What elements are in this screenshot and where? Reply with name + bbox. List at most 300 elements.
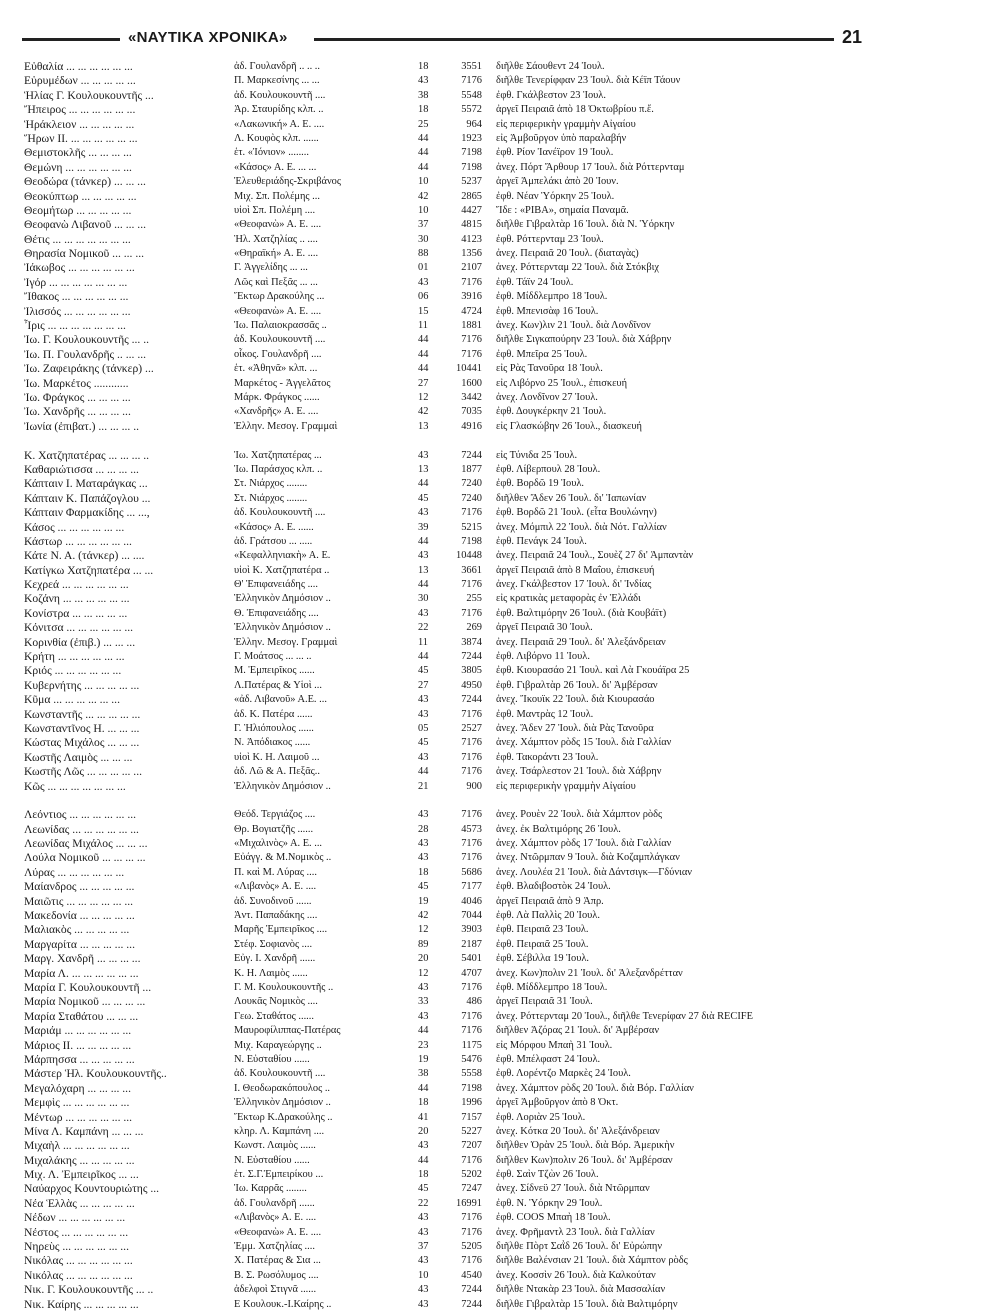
- ship-position: διῆλθε Γιβραλτὰρ 15 Ἰουλ. διὰ Βαλτιμόρην: [496, 1298, 678, 1310]
- ship-owner: «Θηραϊκή» Α. Ε. ....: [234, 248, 319, 260]
- ship-position: ἀνεχ. Γκάλβεστον 17 Ἰουλ. δι' Ἰνδίας: [496, 579, 652, 591]
- ship-tonnage: 7176: [461, 982, 482, 993]
- ship-owner: Ἰω. Παράσχος κλπ. ..: [234, 463, 323, 475]
- ship-code: 12: [418, 967, 429, 979]
- ship-position: ἐφθ. Λίβερπουλ 28 Ἰουλ.: [496, 463, 601, 475]
- ship-owner: Ἑλληνικὸν Δημόσιον ..: [234, 593, 331, 605]
- ship-position: εἰς περιφερικὴν γραμμὴν Αἰγαίου: [496, 780, 636, 792]
- ship-position: ἐφθ. Λὰ Παλλὶς 20 Ἰουλ.: [496, 910, 600, 922]
- ship-position: διῆλθεν Ἀζόρας 21 Ἰουλ. δι' Ἀμβέρσαν: [496, 1025, 660, 1037]
- ship-name: Μαργ. Χανδρῆ ... ... ... ...: [24, 952, 141, 966]
- ship-owner: Ἑλληνικὸν Δημόσιον ..: [234, 1097, 331, 1109]
- ship-owner: Μιχ. Καραγεώργης ..: [234, 1039, 322, 1051]
- table-row: [22, 74, 972, 88]
- ship-owner: Χ. Πατέρας & Σια ...: [234, 1255, 321, 1267]
- ship-tonnage: 7198: [461, 535, 482, 547]
- table-row: [22, 1096, 972, 1110]
- ship-code: 06: [418, 291, 429, 303]
- ship-tonnage: 7176: [461, 334, 482, 346]
- ship-position: ἐφθ. Κιουρασάο 21 Ἰουλ. καὶ Λὰ Γκουάϊρα 25: [496, 665, 690, 677]
- journal-title: «ΝΑΥΤΙΚΑ ΧΡΟΝΙΚΑ»: [128, 29, 288, 46]
- ship-code: 43: [418, 708, 429, 720]
- table-row: [22, 780, 972, 794]
- ship-owner: «Μιχαλινὸς» Α. Ε. ...: [234, 838, 323, 850]
- ship-tonnage: 7207: [461, 1140, 482, 1152]
- ship-code: 20: [418, 1125, 429, 1137]
- table-row: [22, 118, 972, 132]
- ship-owner: κληρ. Λ. Καμπάνη ....: [234, 1125, 325, 1137]
- ship-tonnage: 7035: [461, 406, 482, 418]
- table-row: [22, 333, 972, 347]
- ship-name: Ἰω. Χανδρῆς ... ... ... ...: [24, 405, 131, 419]
- table-row: [22, 909, 972, 923]
- ship-name: Νέα Ἑλλὰς ... ... ... ... ...: [24, 1196, 135, 1210]
- ship-owner: Κ. Η. Λαιμὸς ......: [234, 967, 308, 979]
- ship-owner: Στ. Νιάρχος ........: [234, 492, 308, 504]
- ship-tonnage: 7176: [461, 852, 482, 864]
- ship-tonnage: 7244: [461, 449, 482, 461]
- ship-tonnage: 7176: [461, 1226, 482, 1238]
- table-row: [22, 1226, 972, 1240]
- table-row: [22, 506, 972, 520]
- ship-code: 88: [418, 248, 429, 260]
- ship-position: ἀνεχ. Χάμπτον ρὸδς 20 Ἰουλ. διὰ Βόρ. Γαλλίαν: [496, 1082, 694, 1094]
- ship-name: Μιχαλάκης ... ... ... ... ...: [24, 1153, 135, 1167]
- ship-name: Κωστῆς Λαιμὸς ... ... ...: [24, 750, 133, 764]
- ship-tonnage: 7176: [461, 751, 482, 763]
- table-row: [22, 405, 972, 419]
- table-row: [22, 261, 972, 275]
- ship-code: 89: [418, 938, 429, 950]
- ship-code: 30: [418, 593, 429, 605]
- ship-position: ἀνεχ. Τσάρλεστον 21 Ἰουλ. διὰ Χάβρην: [496, 766, 662, 778]
- ship-name: Λούλα Νομικοῦ ... ... ... ...: [24, 851, 146, 865]
- ship-code: 10: [418, 204, 429, 216]
- table-row: [22, 190, 972, 204]
- ship-code: 43: [418, 449, 429, 461]
- ship-tonnage: 7177: [461, 881, 482, 893]
- ship-name: Ἰλισσός ... ... ... ... ... ...: [24, 304, 131, 318]
- ship-tonnage: 4123: [461, 233, 482, 245]
- table-row: [22, 1111, 972, 1125]
- ship-position: ἐφθ. Βλαδιβοστὸκ 24 Ἰουλ.: [496, 881, 611, 893]
- ship-owner: «Λιβανὸς» Α. Ε. ....: [234, 1212, 317, 1224]
- ship-owner: Ἑλλην. Μεσογ. Γραμμαὶ: [234, 420, 338, 432]
- ship-name: Μαιῶτις ... ... ... ... ... ...: [24, 894, 134, 908]
- ship-code: 45: [418, 1183, 429, 1195]
- ship-code: 22: [418, 622, 429, 634]
- ship-name: Κάπταιν Κ. Παπάζογλου ...: [24, 491, 151, 505]
- ship-code: 19: [418, 895, 429, 907]
- ship-name: Ναύαρχος Κουντουριώτης ...: [24, 1182, 160, 1196]
- ship-tonnage: 7157: [461, 1111, 482, 1123]
- ship-position: ἀνεχ. Πειραιᾶ 24 Ἰουλ., Σουὲζ 27 δι' Ἀμπαντὰν: [496, 550, 694, 562]
- ship-position: ἐφθ. Μίδδλεμπρο 18 Ἰουλ.: [496, 291, 608, 303]
- ship-tonnage: 7244: [461, 1284, 482, 1296]
- table-row: [22, 808, 972, 822]
- ship-name: Μιχαὴλ ... ... ... ... ... ...: [24, 1139, 130, 1153]
- ship-position: ἀργεῖ Ἀμβοῦργον ἀπὸ 8 Ὀκτ.: [496, 1097, 619, 1109]
- table-row: [22, 564, 972, 578]
- ship-tonnage: 3916: [461, 291, 482, 303]
- ship-code: 43: [418, 1212, 429, 1224]
- ship-tonnage: 5215: [461, 521, 482, 533]
- ship-code: 44: [418, 348, 429, 360]
- ship-code: 20: [418, 953, 429, 965]
- ship-tonnage: 5205: [461, 1241, 482, 1253]
- ship-owner: ἑτ. «Ἀθηνᾶ» κλπ. ...: [234, 363, 318, 375]
- ship-tonnage: 7176: [461, 75, 482, 87]
- ship-name: Ἶρις ... ... ... ... ... ... ...: [24, 319, 126, 333]
- ship-owner: Ἰω. Χατζηπατέρας ...: [234, 449, 322, 461]
- ship-owner: Λουκᾶς Νομικὸς ....: [234, 996, 318, 1008]
- table-row: [22, 377, 972, 391]
- table-row: [22, 1010, 972, 1024]
- table-row: [22, 636, 972, 650]
- table-row: [22, 1254, 972, 1268]
- ship-position: διῆλθε Σάουθεντ 24 Ἰουλ.: [496, 61, 605, 72]
- ship-code: 28: [418, 823, 429, 835]
- ship-list: [22, 60, 972, 1312]
- ship-code: 38: [418, 89, 429, 101]
- ship-code: 25: [418, 118, 429, 130]
- ship-position: ἀνεχ. Χάμπτον ρὸδς 17 Ἰουλ. διὰ Γαλλίαν: [496, 838, 672, 850]
- ship-code: 01: [418, 262, 429, 274]
- ship-name: Νικόλας ... ... ... ... ... ...: [24, 1268, 133, 1282]
- ship-tonnage: 1996: [461, 1097, 482, 1109]
- ship-code: 33: [418, 996, 429, 1008]
- ship-owner: Λῶς καὶ Πεξᾶς ... ...: [234, 276, 318, 288]
- ship-name: Λεωνίδας ... ... ... ... ... ...: [24, 822, 139, 836]
- ship-name: Καθαριώτισσα ... ... ... ...: [24, 462, 139, 476]
- ship-owner: «Χανδρῆς» Α. Ε. ....: [234, 406, 319, 418]
- ship-name: Μεγαλόχαρη ... ... ... ...: [24, 1081, 131, 1095]
- ship-position: ἐφθ. COOS Μπαὴ 18 Ἰουλ.: [496, 1212, 611, 1224]
- ship-tonnage: 7176: [461, 708, 482, 720]
- ship-name: Μίνα Λ. Καμπάνη ... ... ...: [24, 1124, 144, 1138]
- ship-position: ἀργεῖ Πειραιᾶ ἀπὸ 9 Ἀπρ.: [496, 895, 604, 907]
- ship-tonnage: 3805: [461, 665, 482, 677]
- ship-owner: υἱοὶ Σπ. Πολέμη ....: [234, 204, 316, 216]
- ship-tonnage: 7198: [461, 147, 482, 159]
- ship-name: Κόνιτσα ... ... ... ... ... ...: [24, 621, 134, 635]
- ship-name: Μαργαρίτα ... ... ... ... ...: [24, 937, 135, 951]
- ship-code: 45: [418, 881, 429, 893]
- ship-name: Κωνσταντῖνος Η. ... ... ...: [24, 721, 140, 735]
- ship-position: ἐφθ. Λοριὰν 25 Ἰουλ.: [496, 1111, 586, 1123]
- ship-position: εἰς Γλασκώβην 26 Ἰουλ., διασκευή: [496, 420, 642, 432]
- table-row: [22, 607, 972, 621]
- ship-position: διῆλθε Τενερίφφαν 23 Ἰουλ. διὰ Κέϊπ Τάουν: [496, 75, 681, 87]
- ship-tonnage: 7176: [461, 1025, 482, 1037]
- ship-position: ἐφθ. Τάϊν 24 Ἰουλ.: [496, 276, 574, 288]
- ship-name: Λύρας ... ... ... ... ... ...: [24, 865, 125, 879]
- table-row: [22, 981, 972, 995]
- ship-name: Κοζάνη ... ... ... ... ... ...: [24, 592, 130, 606]
- ship-name: Ἰωνία (ἐπιβατ.) ... ... ... ..: [24, 419, 139, 433]
- ship-owner: Μαρῆς Ἐμπειρῖκος ....: [234, 924, 328, 936]
- table-row: [22, 679, 972, 693]
- table-row: [22, 1211, 972, 1225]
- table-row: [22, 1168, 972, 1182]
- ship-code: 43: [418, 276, 429, 288]
- ship-owner: Ἀντ. Παπαδάκης ....: [234, 910, 318, 922]
- ship-name: Κορινθία (ἐπιβ.) ... ... ...: [24, 635, 136, 649]
- ship-name: Θέτις ... ... ... ... ... ... ...: [24, 232, 131, 246]
- ship-tonnage: 5572: [461, 104, 482, 116]
- ship-code: 45: [418, 492, 429, 504]
- ship-owner: Λ.Πατέρας & Υἱοὶ ...: [234, 679, 322, 691]
- ship-tonnage: 2107: [461, 262, 482, 274]
- ship-position: ἐφθ. Βαλτιμόρην 26 Ἰουλ. (διὰ Κουβάϊτ): [496, 607, 667, 619]
- ship-name: Εὐθαλία ... ... ... ... ... ...: [24, 60, 133, 73]
- table-row: [22, 1139, 972, 1153]
- ship-name: Μεμφὶς ... ... ... ... ... ...: [24, 1096, 130, 1110]
- ship-code: 43: [418, 1226, 429, 1238]
- ship-code: 12: [418, 391, 429, 403]
- ship-code: 43: [418, 694, 429, 706]
- ship-position: ἀνεχ. Μόμπιλ 22 Ἰουλ. διὰ Νότ. Γαλλίαν: [496, 521, 667, 533]
- ship-owner: «Λιβανὸς» Α. Ε. ....: [234, 881, 317, 893]
- ship-name: Κ. Χατζηπατέρας ... ... ... ..: [24, 448, 150, 462]
- ship-position: ἀνεχ. Ντῶρμπαν 9 Ἰουλ. διὰ Κοζαμπλάγκαν: [496, 852, 680, 864]
- ship-position: εἰς Ρὰς Τανοῦρα 18 Ἰουλ.: [496, 363, 603, 375]
- ship-position: ἐφθ. Γιβραλτὰρ 26 Ἰουλ. δι' Ἀμβέρσαν: [496, 679, 658, 691]
- table-row: [22, 1125, 972, 1139]
- ship-position: ἐφθ. Βορδῶ 21 Ἰουλ. (εἶτα Βουλώνην): [496, 507, 657, 519]
- ship-position: ἐφθ. Σαὶν Τζὼν 26 Ἰουλ.: [496, 1169, 599, 1181]
- ship-position: ἐφθ. Νέαν Ὑόρκην 25 Ἰουλ.: [496, 190, 615, 202]
- ship-name: Ἰάκωβος ... ... ... ... ... ...: [24, 261, 135, 275]
- ship-position: ἐφθ. Μπέλφαστ 24 Ἰουλ.: [496, 1053, 601, 1065]
- ship-code: 44: [418, 1025, 429, 1037]
- ship-tonnage: 4707: [461, 967, 482, 979]
- ship-code: 43: [418, 507, 429, 519]
- ship-owner: Ἑλληνικὸν Δημόσιον ..: [234, 780, 331, 792]
- ship-code: 18: [418, 1097, 429, 1109]
- ship-tonnage: 5548: [461, 89, 482, 101]
- table-row: [22, 1240, 972, 1254]
- table-row: [22, 233, 972, 247]
- ship-tonnage: 7240: [461, 492, 482, 504]
- table-row: [22, 765, 972, 779]
- ship-code: 43: [418, 550, 429, 562]
- ship-tonnage: 7244: [461, 1298, 482, 1310]
- ship-name: Ἡλίας Γ. Κουλουκουντῆς ...: [24, 88, 154, 102]
- ship-owner: Ἐλευθεριάδης-Σκριβάνος: [234, 176, 341, 188]
- ship-tonnage: 255: [466, 593, 482, 605]
- ship-tonnage: 7176: [461, 348, 482, 360]
- ship-name: Κάπταιν Ι. Ματαράγκας ...: [24, 477, 148, 491]
- ship-section: [22, 808, 972, 1312]
- ship-tonnage: 1356: [461, 248, 482, 260]
- ship-code: 43: [418, 1010, 429, 1022]
- ship-code: 13: [418, 564, 429, 576]
- ship-name: Νέδων ... ... ... ... ... ...: [24, 1211, 126, 1225]
- table-row: [22, 722, 972, 736]
- ship-owner: υἱοὶ Κ. Η. Λαιμοῦ ...: [234, 751, 320, 763]
- ship-code: 05: [418, 722, 429, 734]
- ship-tonnage: 5558: [461, 1068, 482, 1080]
- ship-code: 10: [418, 1269, 429, 1281]
- table-row: [22, 218, 972, 232]
- ship-position: ἐφθ. Γκάλβεστον 23 Ἰουλ.: [496, 89, 606, 101]
- ship-position: Ἴδε : «ΡΙΒΑ», σημαία Παναμᾶ.: [496, 204, 629, 216]
- ship-position: ἀργεῖ Πειραιᾶ ἀπὸ 8 Μαΐου, ἐπισκευή: [496, 564, 655, 576]
- ship-position: ἐφθ. Λιβόρνο 11 Ἰουλ.: [496, 651, 590, 663]
- ship-owner: Λ. Κουφὸς κλπ. ......: [234, 132, 319, 144]
- ship-tonnage: 7176: [461, 766, 482, 778]
- ship-owner: Γ. Μοάτσος ... ... ..: [234, 651, 312, 663]
- ship-code: 44: [418, 651, 429, 663]
- ship-owner: ἀδ. Λῶ & Α. Πεξᾶς..: [234, 766, 320, 778]
- ship-code: 11: [418, 636, 429, 648]
- header-rule-left: [22, 38, 120, 41]
- ship-owner: «Θεοφανὼ» Α. Ε. ....: [234, 305, 322, 317]
- ship-position: ἐφθ. Ρόττερνταμ 23 Ἰουλ.: [496, 233, 604, 245]
- ship-position: ἐφθ. Σέβιλλα 19 Ἰουλ.: [496, 953, 589, 965]
- ship-position: ἐφθ. Πειραιᾶ 25 Ἰουλ.: [496, 938, 589, 950]
- table-row: [22, 851, 972, 865]
- table-row: [22, 1269, 972, 1283]
- ship-code: 18: [418, 61, 429, 72]
- ship-name: Ἴθακος ... ... ... ... ... ...: [24, 290, 129, 304]
- ship-owner: Ι. Θεοδωρακόπουλος ..: [234, 1082, 331, 1094]
- ship-owner: Γ. Μ. Κουλουκουντῆς ..: [234, 982, 334, 993]
- ship-tonnage: 1600: [461, 377, 482, 389]
- ship-position: ἐφθ. Τακοράντι 23 Ἰουλ.: [496, 751, 599, 763]
- ship-position: ἀνεχ. Πειραιᾶ 20 Ἰουλ. (διαταγὰς): [496, 248, 639, 260]
- table-row: [22, 952, 972, 966]
- ship-tonnage: 1175: [461, 1039, 482, 1051]
- ship-owner: Στ. Νιάρχος ........: [234, 478, 308, 490]
- table-row: [22, 477, 972, 491]
- ship-name: Νικ. Γ. Κουλουκουντῆς ... ..: [24, 1283, 154, 1297]
- ship-tonnage: 7176: [461, 276, 482, 288]
- ship-code: 42: [418, 406, 429, 418]
- ship-owner: Ἡλ. Χατζηλίας .. ....: [234, 233, 318, 245]
- ship-owner: Γ. Ἀγγελίδης ... ...: [234, 262, 308, 274]
- ship-name: Ἰω. Π. Γουλανδρῆς .. ... ...: [24, 347, 147, 361]
- ship-tonnage: 7176: [461, 1154, 482, 1166]
- ship-code: 44: [418, 334, 429, 346]
- ship-tonnage: 5476: [461, 1053, 482, 1065]
- ship-code: 37: [418, 1241, 429, 1253]
- ship-name: Κυβερνήτης ... ... ... ... ...: [24, 678, 140, 692]
- table-row: [22, 967, 972, 981]
- ship-owner: Ἰω. Καρρᾶς ........: [234, 1183, 307, 1195]
- ship-position: ἐφθ. Μπεῖρα 25 Ἰουλ.: [496, 348, 588, 360]
- ship-position: εἰς περιφερικὴν γραμμὴν Αἰγαίου: [496, 118, 636, 130]
- table-row: [22, 1024, 972, 1038]
- table-row: [22, 146, 972, 160]
- ship-name: Λεωνίδας Μιχάλος ... ... ...: [24, 837, 148, 851]
- table-row: [22, 204, 972, 218]
- ship-code: 43: [418, 838, 429, 850]
- ship-owner: ἀδ. Γουλανδρῆ ......: [234, 1197, 315, 1209]
- table-row: [22, 1067, 972, 1081]
- ship-code: 13: [418, 463, 429, 475]
- ship-tonnage: 1877: [461, 463, 482, 475]
- ship-position: ἀνεχ. Λονδῖνον 27 Ἰουλ.: [496, 391, 598, 403]
- ship-name: Κάπταιν Φαρμακίδης ... ...,: [24, 506, 150, 520]
- table-row: [22, 362, 972, 376]
- ship-code: 42: [418, 910, 429, 922]
- ship-tonnage: 7176: [461, 737, 482, 749]
- ship-tonnage: 7244: [461, 694, 482, 706]
- ship-name: Μάριος ΙΙ. ... ... ... ... ...: [24, 1038, 132, 1052]
- ship-position: διῆλθεν Ὀρὰν 25 Ἰουλ. διὰ Βόρ. Ἀμερικὴν: [496, 1140, 675, 1152]
- ship-owner: Θ. Ἐπιφανειάδης ....: [234, 607, 319, 619]
- ship-position: εἰς κρατικὰς μεταφορὰς ἐν Ἑλλάδι: [496, 593, 641, 605]
- ship-tonnage: 7198: [461, 161, 482, 173]
- ship-position: ἀνεχ. ἐκ Βαλτιμόρης 26 Ἰουλ.: [496, 823, 621, 835]
- table-row: [22, 420, 972, 434]
- ship-tonnage: 7176: [461, 579, 482, 591]
- ship-position: ἐφθ. Ρίον Ἰανέϊρον 19 Ἰουλ.: [496, 147, 614, 159]
- ship-owner: Ν. Εὐσταθίου ......: [234, 1053, 310, 1065]
- ship-owner: Ἐμμ. Χατζηλίας ....: [234, 1241, 315, 1253]
- ship-name: Κωστῆς Λῶς ... ... ... ... ...: [24, 765, 142, 779]
- ship-tonnage: 4046: [461, 895, 482, 907]
- ship-name: Μαρία Σταθάτου ... ... ...: [24, 1009, 139, 1023]
- table-row: [22, 650, 972, 664]
- table-row: [22, 1197, 972, 1211]
- table-row: [22, 348, 972, 362]
- ship-code: 19: [418, 1053, 429, 1065]
- table-row: [22, 1298, 972, 1312]
- ship-section: [22, 449, 972, 794]
- ship-owner: Ἑλληνικὸν Δημόσιον ..: [234, 622, 331, 634]
- table-row: [22, 60, 972, 74]
- ship-position: ἀργεῖ Πειραιᾶ 30 Ἰουλ.: [496, 622, 593, 634]
- ship-code: 44: [418, 161, 429, 173]
- ship-owner: «Λακωνική» Α. Ε. ....: [234, 118, 325, 130]
- table-row: [22, 895, 972, 909]
- ship-owner: «Θεοφανὼ» Α. Ε. ....: [234, 219, 322, 231]
- ship-position: ἐφθ. Ν. Ὑόρκην 29 Ἰουλ.: [496, 1197, 603, 1209]
- ship-name: Μέντωρ ... ... ... ... ... ...: [24, 1110, 133, 1124]
- ship-name: Θεοκύπτωρ ... ... ... ... ...: [24, 189, 137, 203]
- ship-owner: ἀδ. Γουλανδρῆ .. .. ..: [234, 61, 320, 72]
- ship-owner: «ἀδ. Λιβανοῦ» Α.Ε. ...: [234, 694, 327, 706]
- table-row: [22, 866, 972, 880]
- table-row: [22, 1039, 972, 1053]
- ship-owner: Ἕκτωρ Δρακούλης ...: [234, 291, 325, 303]
- ship-position: ἀνεχ. Κότκα 20 Ἰουλ. δι' Ἀλεξάνδρειαν: [496, 1125, 660, 1137]
- table-row: [22, 592, 972, 606]
- table-row: [22, 1182, 972, 1196]
- ship-owner: «Κάσος» Α. Ε. ......: [234, 521, 314, 533]
- ship-tonnage: 5686: [461, 866, 482, 878]
- ship-tonnage: 1881: [461, 320, 482, 332]
- ship-tonnage: 7244: [461, 651, 482, 663]
- ship-tonnage: 7044: [461, 910, 482, 922]
- ship-name: Κεχρεά ... ... ... ... ... ...: [24, 578, 129, 592]
- ship-name: Θεμιστοκλῆς ... ... ... ...: [24, 146, 132, 160]
- table-row: [22, 175, 972, 189]
- ship-code: 13: [418, 420, 429, 432]
- ship-name: Ἰγόρ ... ... ... ... ... ... ...: [24, 275, 128, 289]
- ship-tonnage: 10448: [456, 550, 482, 562]
- ship-name: Μάρπησσα ... ... ... ... ...: [24, 1052, 135, 1066]
- ship-name: Νέστος ... ... ... ... ... ...: [24, 1225, 129, 1239]
- ship-code: 44: [418, 363, 429, 375]
- ship-code: 18: [418, 1169, 429, 1181]
- ship-name: Κωνσταντῆς ... ... ... ... ...: [24, 707, 141, 721]
- ship-name: Μαρία Γ. Κουλουκουντῆ ...: [24, 981, 152, 994]
- ship-name: Κριός ... ... ... ... ... ...: [24, 664, 122, 678]
